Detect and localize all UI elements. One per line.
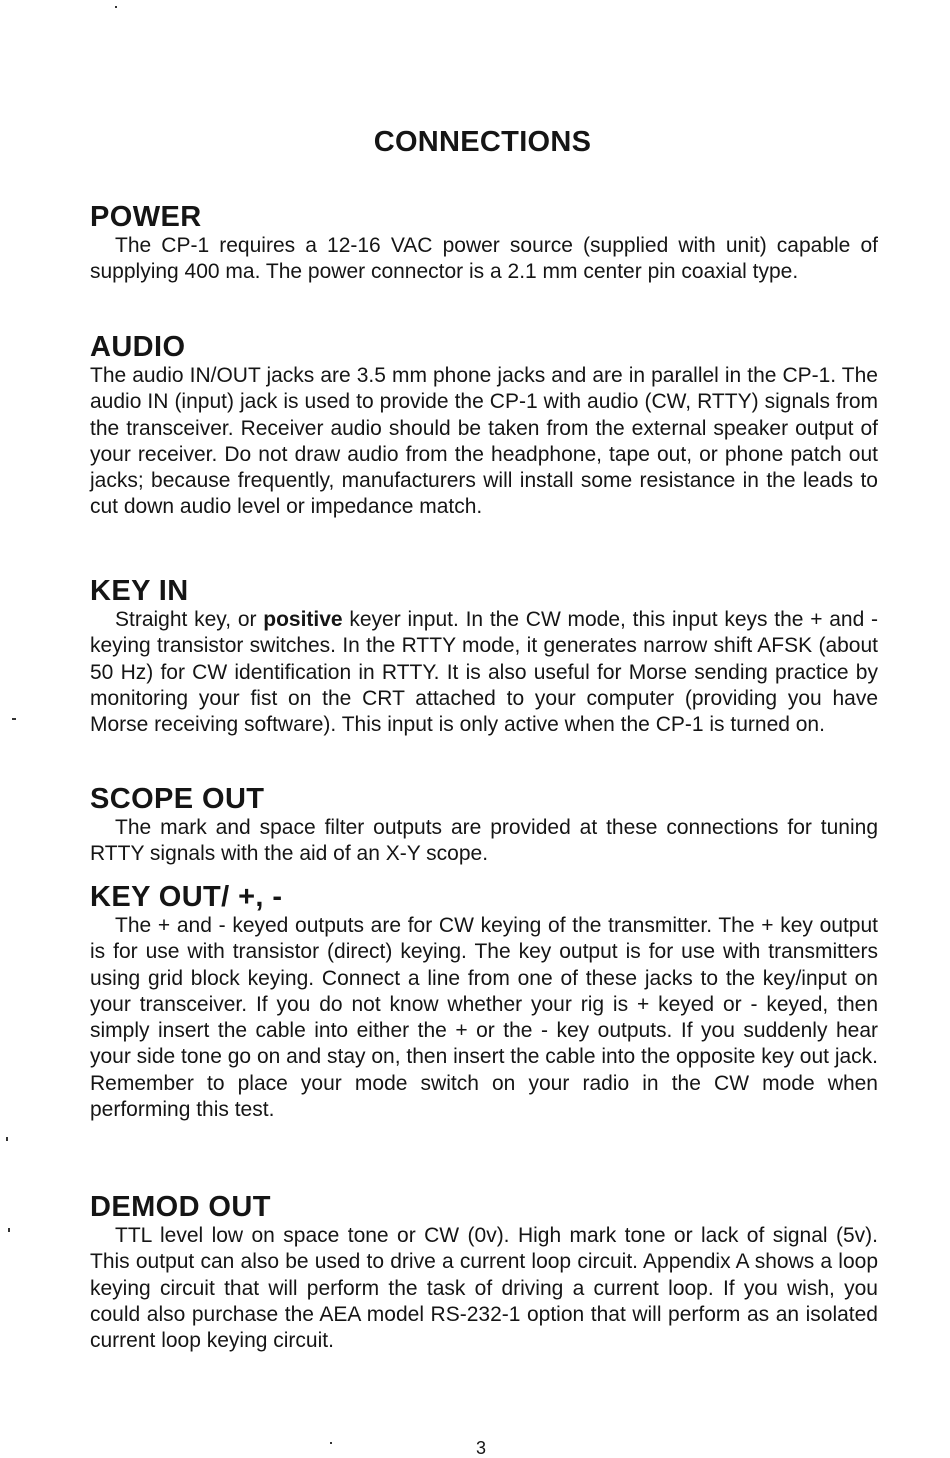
section-text-demod-out: TTL level low on space tone or CW (0v). High mark tone or lack of signal (5v). This output can also be used to drive a current loop circuit. Appendix A shows a loop keying circuit that will perform the task of driving a current loop. If you wish, you could also purchase the AEA model RS-232-1 option that will perform as an isolated current loop keying circuit. [90,1224,878,1353]
section-heading-power: POWER [90,201,202,233]
page-number: 3 [476,1438,487,1458]
section-heading-audio: AUDIO [90,331,186,363]
section-audio [90,331,878,521]
key-in-bold-word: positive [263,608,343,631]
scan-speck [115,6,117,8]
page-title: CONNECTIONS [373,126,592,158]
section-power [90,201,878,286]
section-text-key-in [90,607,878,738]
scan-speck [330,1442,332,1444]
section-heading-scope-out: SCOPE OUT [90,783,265,815]
section-heading-key-out: KEY OUT/ +, - [90,881,283,913]
section-heading-demod-out: DEMOD OUT [90,1191,271,1223]
section-key-out [90,881,878,1123]
section-demod-out [90,1191,878,1354]
section-key-in [90,575,878,738]
scan-speck [8,1228,10,1232]
section-text-scope-out: The mark and space filter outputs are provided at these connections for tuning RTTY signals with the aid of an X-Y scope. [90,816,878,866]
key-in-text-end: keyer input. In the CW mode, this input keys the + and - keying transistor switches. In the RTTY mode, it generates narrow shift AFSK (about 50 Hz) for CW identification in RTTY. It is also useful for Morse sending practice by monitoring your fist on the CRT attached to your computer (providing you have Morse receiving software). This input is only active when the CP-1 is turned on. [90,608,878,737]
section-text-audio: The audio IN/OUT jacks are 3.5 mm phone jacks and are in parallel in the CP-1. The audio IN (input) jack is used to provide the CP-1 with audio (CW, RTTY) signals from the transceiver. Receiver audio should be taken from the external speaker output of your receiver. Do not draw audio from the headphone, tape out, or phone patch out jacks; because frequently, manufacturers will install some resistance in the leads to cut down audio level or impedance match. [90,364,878,519]
section-heading-key-in: KEY IN [90,575,189,607]
scan-speck [6,1137,8,1141]
section-text-power: The CP-1 requires a 12-16 VAC power source (supplied with unit) capable of supplying 400 ma. The power connector is a 2.1 mm center pin coaxial type. [90,234,878,284]
scan-speck [12,718,16,720]
section-text-key-out: The + and - keyed outputs are for CW keying of the transmitter. The + key output is for use with transistor (direct) keying. The key output is for use with transmitters using grid block keying. Connect a line from one of these jacks to the key/input on your transceiver. If you do not know whether your rig is + keyed or - keyed, then simply insert the cable into either the + or the - key outputs. If you suddenly hear your side tone go on and stay on, then insert the cable into the opposite key out jack. Remember to place your mode switch on your radio in the CW mode when performing this test. [90,914,879,1122]
section-scope-out [90,783,878,868]
key-in-text-start: Straight key, or [115,608,264,631]
